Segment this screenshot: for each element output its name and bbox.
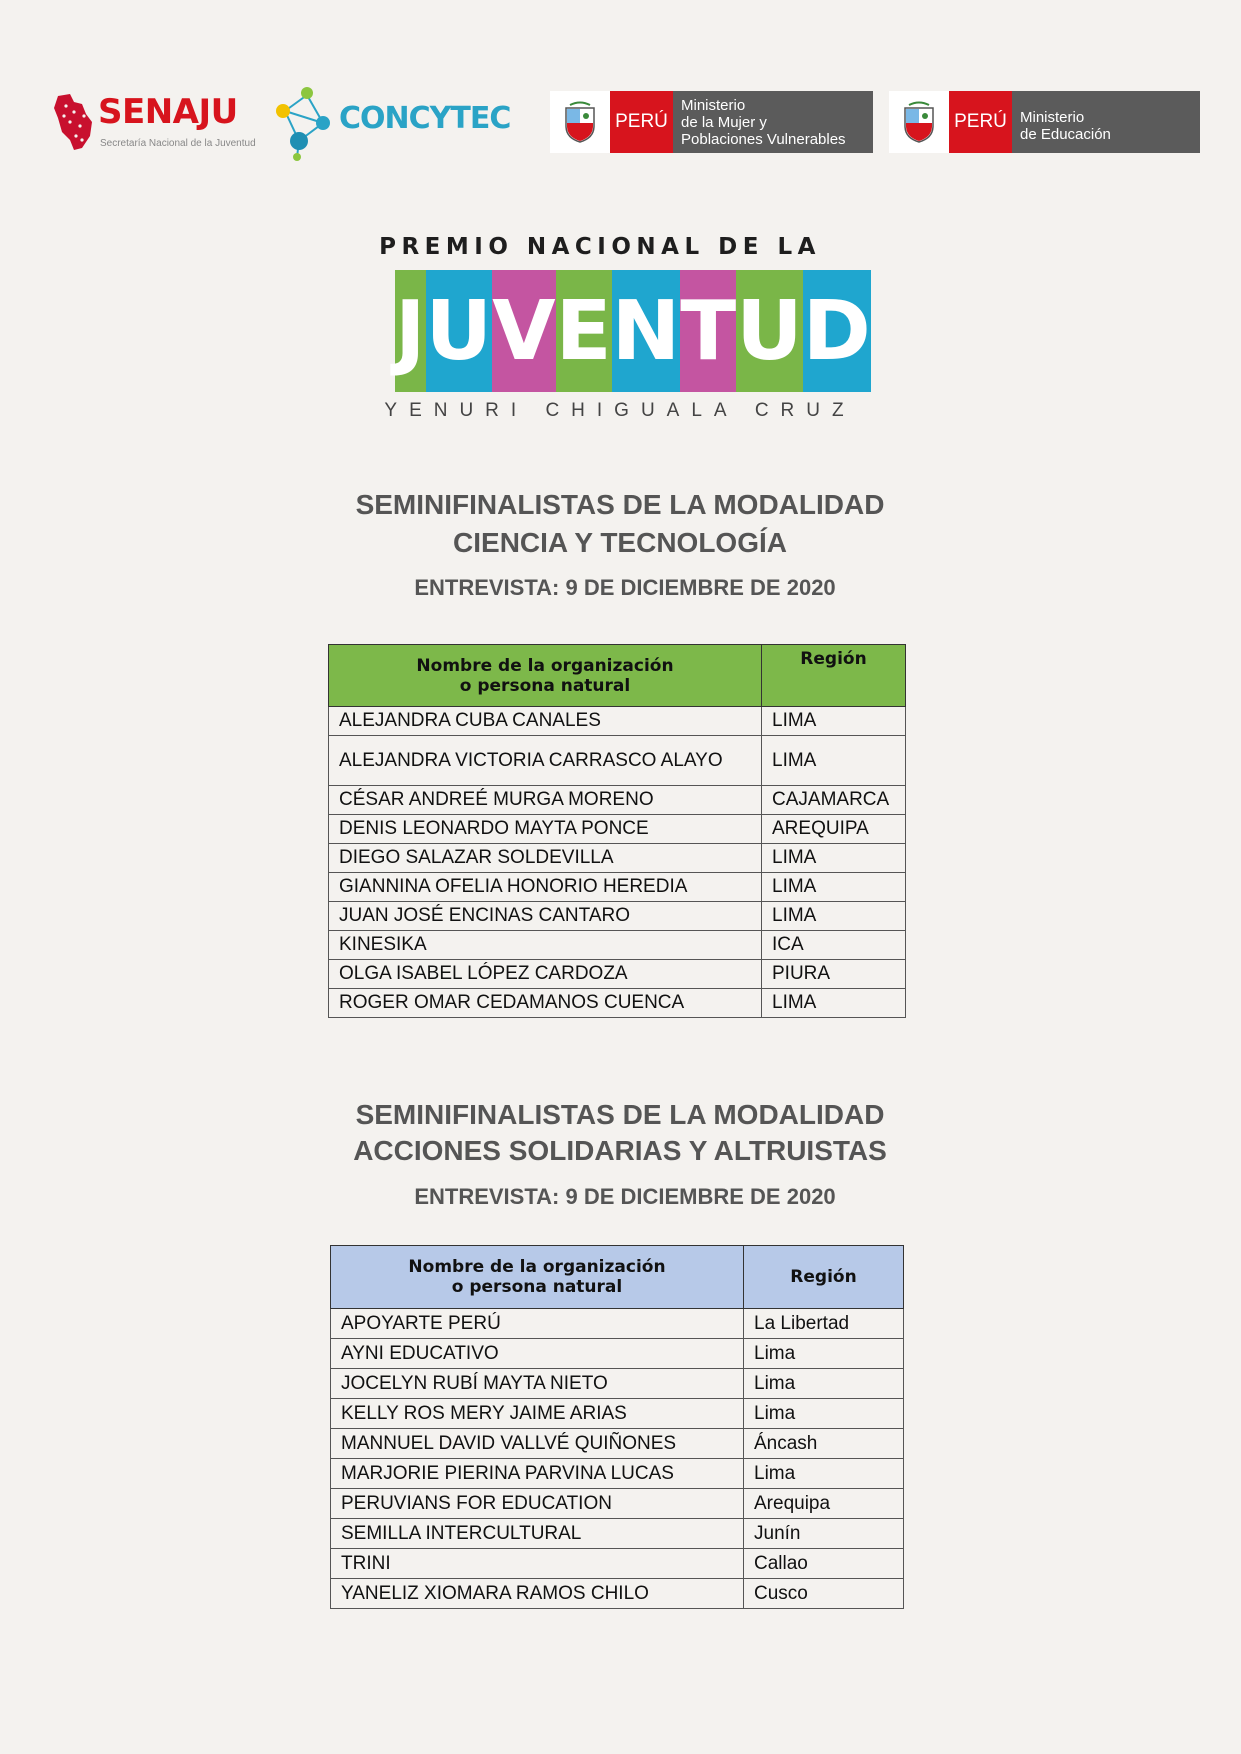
juventud-letter-tile: T xyxy=(680,270,736,392)
table-row xyxy=(331,1549,904,1579)
region-cell: LIMA xyxy=(762,844,906,873)
table-row xyxy=(331,1429,904,1459)
participant-name-cell: DIEGO SALAZAR SOLDEVILLA xyxy=(329,844,762,873)
concytec-name: CONCYTEC xyxy=(339,101,511,136)
table-row xyxy=(331,1339,904,1369)
region-cell: Lima xyxy=(744,1339,904,1369)
region-cell: LIMA xyxy=(762,707,906,736)
region-cell: LIMA xyxy=(762,902,906,931)
table-row xyxy=(329,844,906,873)
region-cell: PIURA xyxy=(762,960,906,989)
region-cell: Lima xyxy=(744,1459,904,1489)
participant-name-cell: PERUVIANS FOR EDUCATION xyxy=(331,1489,744,1519)
ministerio-educacion-name: Ministerio de Educación xyxy=(1012,91,1200,153)
juventud-letter-tile: V xyxy=(492,270,555,392)
juventud-letter-tile: U xyxy=(426,270,493,392)
table-row xyxy=(331,1459,904,1489)
peru-label: PERÚ xyxy=(610,91,673,153)
participant-name-cell: DENIS LEONARDO MAYTA PONCE xyxy=(329,815,762,844)
region-cell: Áncash xyxy=(744,1429,904,1459)
region-cell: Arequipa xyxy=(744,1489,904,1519)
table-row xyxy=(331,1489,904,1519)
senaju-subtitle: Secretaría Nacional de la Juventud xyxy=(100,138,256,149)
coat-of-arms-icon xyxy=(550,91,610,153)
participant-name-cell: CÉSAR ANDREÉ MURGA MORENO xyxy=(329,786,762,815)
juventud-letter-tile: D xyxy=(803,270,871,392)
participant-name-cell: KELLY ROS MERY JAIME ARIAS xyxy=(331,1399,744,1429)
column-header-region: Región xyxy=(744,1246,904,1309)
juventud-letter-tile: J xyxy=(395,270,426,392)
coat-of-arms-icon xyxy=(889,91,949,153)
participant-name-cell: TRINI xyxy=(331,1549,744,1579)
juventud-wordmark xyxy=(395,270,871,392)
table-header xyxy=(329,645,906,707)
section1-subtitle: ENTREVISTA: 9 DE DICIEMBRE DE 2020 xyxy=(414,575,836,600)
table-row xyxy=(329,960,906,989)
region-cell: AREQUIPA xyxy=(762,815,906,844)
section1-title: SEMINIFINALISTAS DE LA MODALIDAD CIENCIA Y TECNOLOGÍA xyxy=(355,489,885,558)
section2-subtitle: ENTREVISTA: 9 DE DICIEMBRE DE 2020 xyxy=(414,1184,836,1209)
table-row xyxy=(329,707,906,736)
table-row xyxy=(329,989,906,1018)
senaju-name: SENAJU xyxy=(98,92,238,132)
column-header-name: Nombre de la organización o persona natural xyxy=(329,645,762,707)
participant-name-cell: MANNUEL DAVID VALLVÉ QUIÑONES xyxy=(331,1429,744,1459)
participant-name-cell: APOYARTE PERÚ xyxy=(331,1309,744,1339)
participant-name-cell: ALEJANDRA VICTORIA CARRASCO ALAYO xyxy=(329,736,762,786)
region-cell: CAJAMARCA xyxy=(762,786,906,815)
region-cell: Lima xyxy=(744,1399,904,1429)
participant-name-cell: SEMILLA INTERCULTURAL xyxy=(331,1519,744,1549)
table-header xyxy=(331,1246,904,1309)
table-row xyxy=(329,873,906,902)
table-row xyxy=(331,1309,904,1339)
region-cell: Junín xyxy=(744,1519,904,1549)
juventud-letter-tile: U xyxy=(736,270,803,392)
table-row xyxy=(331,1399,904,1429)
section2-table-body xyxy=(331,1309,904,1609)
table-row xyxy=(329,931,906,960)
region-cell: Lima xyxy=(744,1369,904,1399)
region-cell: Cusco xyxy=(744,1579,904,1609)
participant-name-cell: JOCELYN RUBÍ MAYTA NIETO xyxy=(331,1369,744,1399)
juventud-letter-tile: E xyxy=(556,270,612,392)
ministerio-mujer-logo xyxy=(550,91,873,153)
table-row xyxy=(331,1579,904,1609)
peru-map-icon xyxy=(52,92,96,154)
ministerio-educacion-logo xyxy=(889,91,1200,153)
premio-title-bottom: YENURI CHIGUALA CRUZ xyxy=(384,400,856,421)
region-cell: Callao xyxy=(744,1549,904,1579)
column-header-region: Región xyxy=(762,645,906,707)
region-cell: LIMA xyxy=(762,873,906,902)
table-row xyxy=(331,1519,904,1549)
concytec-logo xyxy=(273,83,533,163)
participant-name-cell: OLGA ISABEL LÓPEZ CARDOZA xyxy=(329,960,762,989)
table-row xyxy=(329,815,906,844)
participant-name-cell: ALEJANDRA CUBA CANALES xyxy=(329,707,762,736)
participant-name-cell: KINESIKA xyxy=(329,931,762,960)
section1-table-body xyxy=(329,707,906,1018)
table-row xyxy=(331,1369,904,1399)
section2-title: SEMINIFINALISTAS DE LA MODALIDAD ACCIONES SOLIDARIAS Y ALTRUISTAS xyxy=(353,1099,887,1166)
region-cell: ICA xyxy=(762,931,906,960)
column-header-name: Nombre de la organización o persona natural xyxy=(331,1246,744,1309)
participant-name-cell: YANELIZ XIOMARA RAMOS CHILO xyxy=(331,1579,744,1609)
table-row xyxy=(329,786,906,815)
ministerio-mujer-name: Ministerio de la Mujer y Poblaciones Vulnerables xyxy=(673,91,873,153)
section2-table xyxy=(330,1245,904,1609)
participant-name-cell: AYNI EDUCATIVO xyxy=(331,1339,744,1369)
section1-table xyxy=(328,644,906,1018)
senaju-logo xyxy=(52,88,257,158)
region-cell: La Libertad xyxy=(744,1309,904,1339)
region-cell: LIMA xyxy=(762,736,906,786)
participant-name-cell: ROGER OMAR CEDAMANOS CUENCA xyxy=(329,989,762,1018)
table-row xyxy=(329,736,906,786)
table-row xyxy=(329,902,906,931)
molecule-icon xyxy=(273,83,337,163)
juventud-letter-tile: N xyxy=(612,270,681,392)
participant-name-cell: GIANNINA OFELIA HONORIO HEREDIA xyxy=(329,873,762,902)
peru-label: PERÚ xyxy=(949,91,1012,153)
participant-name-cell: JUAN JOSÉ ENCINAS CANTARO xyxy=(329,902,762,931)
region-cell: LIMA xyxy=(762,989,906,1018)
premio-title-top: PREMIO NACIONAL DE LA xyxy=(379,234,821,260)
participant-name-cell: MARJORIE PIERINA PARVINA LUCAS xyxy=(331,1459,744,1489)
